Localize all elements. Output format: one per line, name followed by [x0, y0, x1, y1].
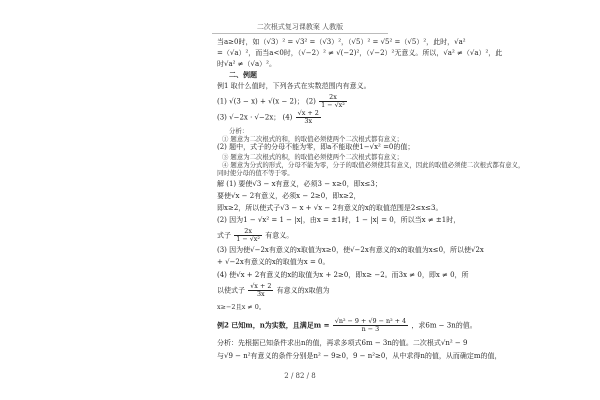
- fraction: [319, 94, 347, 109]
- solution-line: 解 (1) 要使√3 − x有意义，必须3 − x≥0，即x≤3；: [217, 180, 382, 188]
- text-fragment: 有意义。: [265, 231, 294, 240]
- fraction-denominator: 3x: [304, 117, 313, 125]
- fraction-denominator: 1 − √x²: [236, 235, 260, 243]
- page-number: 2 / 82 / 8: [284, 372, 316, 380]
- fraction-denominator: 1 − √x²: [321, 101, 345, 109]
- example-items-1-2: [217, 94, 348, 109]
- fraction-numerator: √x + 2: [297, 109, 319, 117]
- analysis-text: (2) 题中，式子的分母不能为零，即a不能取使1−√x² =0的值；: [217, 143, 415, 151]
- analysis-text: ① 题意为二次根式的和，的取值必须使两个二次根式都有意义；: [222, 135, 403, 143]
- solution-line: x≥−2且x ≠ 0。: [217, 303, 266, 311]
- analysis-text: ③ 题意为二次根式的积，的取值必须使两个二次根式都有意义；: [222, 153, 403, 161]
- fraction: [234, 228, 262, 243]
- fraction-numerator: 2x: [234, 228, 262, 236]
- example-items-3-4: [217, 110, 322, 125]
- analysis-text: ④ 题意为分式的形式，分母不能为零，分子的取值必须使其有意义，因此的取值必须使二次根式都有意义，: [222, 161, 525, 169]
- example-title: 例1 取什么值时，下列各式在实数范围内有意义。: [217, 82, 371, 90]
- header-divider: [212, 33, 388, 34]
- fraction-numerator: √x + 2: [250, 282, 272, 290]
- fraction-denominator: 3x: [256, 290, 265, 298]
- solution-line: (4) 使√x + 2有意义的x的取值为x + 2≥0，即x≥ −2。而3x ≠ 0，即x ≠ 0，所: [217, 271, 469, 279]
- analysis-label: 分析：: [229, 127, 249, 135]
- text-line: 当a≥0时，如（√3）² = √3² =（√3）²，（√5）² = √5² =（√5）²，此时，√a²: [217, 38, 466, 46]
- analysis-line: 与√9 − n²有意义的条件分别是n² − 9≥0，9 − n²≥0，从中求得n的值，从而确定m的值，: [217, 352, 502, 360]
- fraction: [248, 283, 273, 298]
- solution-line: (2) 因为1 − √x² = 1 − |x|，由x = ±1时，1 − |x| = 0，所以当x ≠ ±1时，: [217, 216, 461, 224]
- solution-line: (3) 因为使√−2x有意义的x取值为x≥0，使√−2x有意义的x的取值为x≤0，所以使√2x: [217, 246, 484, 254]
- analysis-text: 同时使分母的值不等于零。: [217, 169, 294, 177]
- example-item-text: (3) √−2x · √−2x； (4): [217, 113, 293, 122]
- section-heading: 二、例题: [229, 70, 257, 79]
- example-line: [217, 318, 477, 333]
- analysis-line: 分析：先根据已知条件求出n的值，再求多项式6m − 3n的值。二次根式√n² − 9: [217, 339, 468, 347]
- page-header: 二次根式复习课教案 人教版: [256, 23, 344, 31]
- text-line: 时√a² ≠（√a）²。: [217, 60, 276, 68]
- text-fragment: 以使式子: [217, 286, 245, 295]
- solution-line: 即x≥2，所以使式子√3 − x + √x − 2有意义的x的取值范围是2≤x≤3。: [217, 204, 443, 212]
- text-fragment: 有意义的x取值为: [276, 286, 330, 295]
- example-label: 例2 已知m，n为实数，且满足m =: [217, 320, 330, 330]
- text-fragment: ，求6m − 3n的值。: [411, 321, 477, 330]
- solution-line: + √−2x有意义的x的取值为x = 0。: [217, 258, 330, 266]
- text-line: =（√a）²，而当a<0时，（√−2）² ≠ √(−2)²，（√−2）²无意义。所以，√a² ≠（√a）²，此: [217, 49, 503, 57]
- text-fragment: 式子: [217, 231, 231, 240]
- fraction-denominator: n − 3: [361, 325, 380, 333]
- solution-line: 要使√x − 2有意义，必须x − 2≥0，即x≥2，: [217, 192, 361, 200]
- example-item-text: (1) √(3 − x) + √(x − 2)； (2): [217, 97, 316, 106]
- fraction-numerator: √n² − 9 + √9 − n² + 4: [334, 317, 407, 325]
- fraction: [296, 110, 321, 125]
- fraction: [333, 318, 408, 333]
- solution-line: [217, 283, 330, 298]
- solution-line: [217, 228, 293, 243]
- fraction-numerator: 2x: [319, 94, 347, 102]
